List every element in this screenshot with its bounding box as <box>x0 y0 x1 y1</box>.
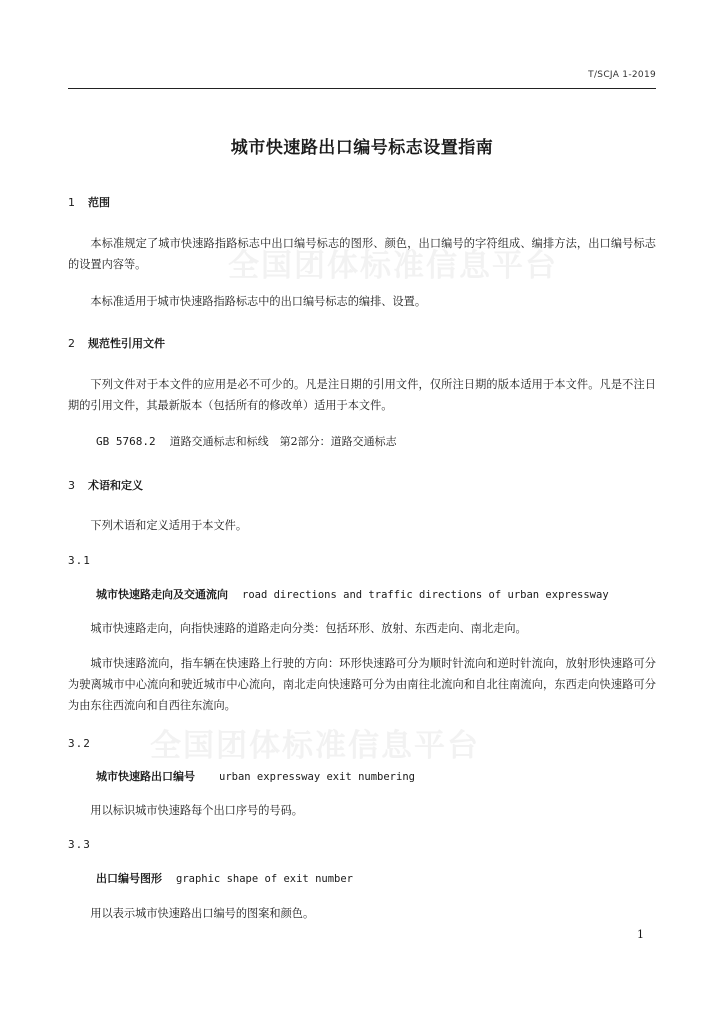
definition: 用以表示城市快速路出口编号的图案和颜色。 <box>90 907 315 920</box>
paragraph: 下列文件对于本文件的应用是必不可少的。凡是注日期的引用文件，仅所注日期的版本适用于本文件。凡是不注日期的引用文件，其最新版本（包括所有的修改单）适用于本文件。 <box>68 378 656 412</box>
term-english: urban expressway exit numbering <box>219 771 415 783</box>
clause-number: 3.1 <box>68 554 91 567</box>
section-title: 范围 <box>88 196 110 209</box>
page-title: 城市快速路出口编号标志设置指南 <box>230 138 494 158</box>
section-heading-3 <box>68 477 143 493</box>
clause-number: 3.2 <box>68 737 91 750</box>
term-english: road directions and traffic directions of urban expressway <box>242 589 609 601</box>
paragraph: 本标准规定了城市快速路指路标志中出口编号标志的图形、颜色，出口编号的字符组成、编排方法，出口编号标志的设置内容等。 <box>68 237 656 271</box>
section-title: 术语和定义 <box>88 479 143 492</box>
watermark-text: 全国团体标准信息平台 <box>150 728 480 764</box>
term-entry <box>96 768 415 784</box>
normative-reference <box>96 433 397 449</box>
section-title: 规范性引用文件 <box>88 337 165 350</box>
section-heading-2 <box>68 335 165 351</box>
term-chinese: 城市快速路出口编号 <box>96 770 195 783</box>
paragraph: 下列术语和定义适用于本文件。 <box>90 519 248 532</box>
definition: 城市快速路走向，向指快速路的道路走向分类：包括环形、放射、东西走向、南北走向。 <box>90 622 527 635</box>
section-number: 3 <box>68 479 75 492</box>
term-entry <box>96 586 609 602</box>
term-chinese: 城市快速路走向及交通流向 <box>96 588 228 601</box>
term-english: graphic shape of exit number <box>176 873 354 885</box>
paragraph: 本标准适用于城市快速路指路标志中的出口编号标志的编排、设置。 <box>90 295 427 308</box>
term-entry <box>96 870 353 886</box>
page-number: 1 <box>637 928 644 941</box>
clause-number: 3.3 <box>68 838 91 851</box>
section-number: 2 <box>68 337 75 350</box>
section-heading-1 <box>68 194 110 210</box>
reference-title: 道路交通标志和标线 第2部分：道路交通标志 <box>169 435 397 448</box>
watermark-text: 全国团体标准信息平台 <box>228 248 558 284</box>
reference-code: GB 5768.2 <box>96 435 156 448</box>
document-code: T/SCJA 1-2019 <box>588 70 656 80</box>
section-number: 1 <box>68 196 75 209</box>
term-chinese: 出口编号图形 <box>96 872 162 885</box>
header-divider <box>68 88 656 89</box>
definition: 用以标识城市快速路每个出口序号的号码。 <box>90 804 303 817</box>
definition: 城市快速路流向，指车辆在快速路上行驶的方向：环形快速路可分为顺时针流向和逆时针流向，放射形快速路可分为驶离城市中心流向和驶近城市中心流向，南北走向快速路可分为由南往北流向和自北往南流向，东西走向快速路可分为由东往西流向和自西往东流向。 <box>68 657 656 712</box>
